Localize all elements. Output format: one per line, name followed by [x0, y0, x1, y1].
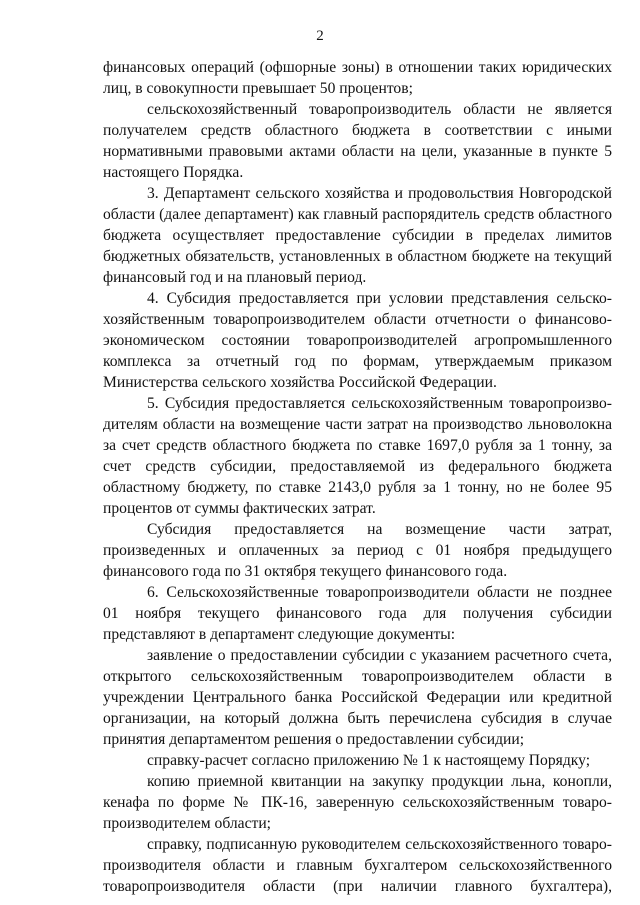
paragraph-9: справку-расчет согласно приложению № 1 к настоящему Порядку;: [147, 752, 591, 769]
paragraph-7: 6. Сельскохозяйственные товаропроизводители области не позднее 01 ноября текущего финансового года для получения субсидии представляют в департамент следующие документы:: [103, 584, 612, 643]
paragraph-8: заявление о предоставлении субсидии с указанием расчетного счета, открытого сельскохозяйственным товаропроизводителем области в учреждении Центрального банка Российской Федерации или кредитной организации, на который должна быть перечислена субсидия в случае принятия департаментом решения о предоставлении субсидии;: [103, 647, 612, 748]
paragraph-11: справку, подписанную руководителем сельскохозяйственного товаро-производителя области и главным бухгалтером сельскохозяйственного товаропроизводителя области (при наличии главного бухгалтера),: [103, 836, 612, 895]
paragraph-4: 4. Субсидия предоставляется при условии представления сельско-хозяйственным товаропроизводителем области отчетности о финансово-экономическом состоянии товаропроизводителей агропромышленного комплекса за отчетный год по формам, утверждаемым приказом Министерства сельского хозяйства Российской Федерации.: [103, 290, 612, 391]
paragraph-6: Субсидия предоставляется на возмещение части затрат, произведенных и оплаченных за период с 01 ноября предыдущего финансового года по 31 октября текущего финансового года.: [103, 521, 612, 580]
document-body: [103, 57, 612, 897]
paragraph-2: сельскохозяйственный товаропроизводитель области не является получателем средств областного бюджета в соответствии с иными нормативными правовыми актами области на цели, указанные в пункте 5 настоящего Порядка.: [103, 101, 612, 181]
paragraph-5: 5. Субсидия предоставляется сельскохозяйственным товаропроизво-дителям области на возмещение части затрат на производство льноволокна за счет средств областного бюджета по ставке 1697,0 рубля за 1 тонну, за счет средств субсидии, предоставляемой из федерального бюджета областному бюджету, по ставке 2143,0 рубля за 1 тонну, но не более 95 процентов от суммы фактических затрат.: [103, 395, 612, 517]
paragraph-1: финансовых операций (офшорные зоны) в отношении таких юридических лиц, в совокупности превышает 50 процентов;: [103, 59, 612, 97]
paragraph-10: копию приемной квитанции на закупку продукции льна, конопли, кенафа по форме № ПК-16, заверенную сельскохозяйственным товаро-производителем области;: [103, 773, 612, 832]
page-number: 2: [316, 28, 324, 44]
paragraph-3: 3. Департамент сельского хозяйства и продовольствия Новгородской области (далее департамент) как главный распорядитель средств областного бюджета осуществляет предоставление субсидии в пределах лимитов бюджетных обязательств, установленных в областном бюджете на текущий финансовый год и на плановый период.: [103, 185, 612, 286]
